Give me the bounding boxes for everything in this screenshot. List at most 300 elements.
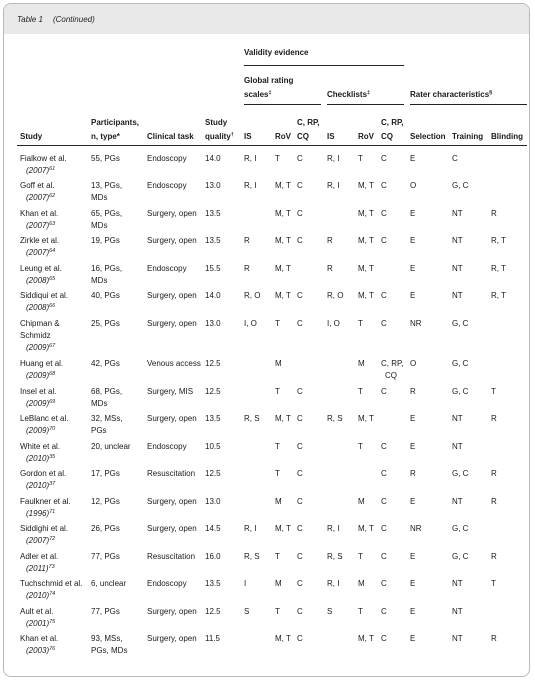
study-name — [20, 578, 82, 589]
clinical-task-cell: Endoscopy — [147, 579, 187, 588]
caption-continued: (Continued) — [52, 15, 95, 24]
global-crp-cell: C — [297, 442, 303, 451]
global-rov-cell: M, T — [275, 291, 291, 300]
clinical-task-cell: Surgery, open — [147, 209, 197, 218]
study-quality-cell: 10.5 — [205, 442, 221, 451]
reference-number: 68 — [49, 371, 56, 377]
global-crp-cell: C — [297, 497, 303, 506]
global-rov-cell: M, T — [275, 414, 291, 423]
training-cell: NT — [452, 497, 463, 506]
global-rov-cell: M, T — [275, 209, 291, 218]
reference-number: 64 — [49, 248, 56, 254]
global-rov-cell: T — [275, 552, 280, 561]
clinical-task-cell: Surgery, open — [147, 291, 197, 300]
global-crp-cell: C — [297, 607, 303, 616]
training-cell: G, C — [452, 359, 469, 368]
global-is-cell: R, I — [244, 524, 257, 533]
header-is-1: IS — [244, 132, 252, 141]
clinical-task-cell: Resuscitation — [147, 552, 196, 561]
checklist-rov-cell: M — [358, 359, 365, 368]
checklist-rov-cell: M, T — [358, 236, 374, 245]
checklist-crp-cell: C — [381, 469, 387, 478]
study-name — [20, 386, 56, 397]
study-name — [20, 523, 68, 534]
study-name — [20, 153, 67, 164]
study-quality-cell: 12.5 — [205, 607, 221, 616]
selection-cell: E — [410, 607, 416, 616]
global-rov-cell: M, T — [275, 181, 291, 190]
blinding-cell: T — [491, 387, 496, 396]
study-year — [26, 535, 55, 546]
header-rov-1: RoV — [275, 132, 291, 141]
header-validity-evidence: Validity evidence — [244, 48, 309, 57]
training-cell: NT — [452, 209, 463, 218]
training-cell: NT — [452, 291, 463, 300]
study-name-text: Schmidz — [20, 331, 51, 340]
reference-number: 74 — [49, 591, 56, 597]
checklist-rov-cell: M, T — [358, 291, 374, 300]
study-quality-cell: 13.5 — [205, 414, 221, 423]
selection-cell: E — [410, 154, 416, 163]
checklist-is-cell: I, O — [327, 319, 340, 328]
checklist-rov-cell: T — [358, 607, 363, 616]
participants-cell: 77, PGs — [91, 552, 120, 561]
study-name — [20, 413, 68, 424]
study-year-text: (2010) — [26, 454, 50, 463]
header-global-rating: Global rating — [244, 76, 294, 85]
header-study: Study — [20, 132, 43, 141]
selection-cell: E — [410, 497, 416, 506]
study-year-text: (2011) — [26, 564, 49, 573]
checklist-is-cell: R, I — [327, 524, 340, 533]
checklist-rov-cell: M, T — [358, 524, 374, 533]
checklist-crp-cell: C — [381, 579, 387, 588]
reference-number: 67 — [49, 343, 56, 349]
header-scales: scales‡ — [244, 90, 272, 99]
study-year — [26, 425, 55, 436]
participants-cell: MDs — [91, 193, 108, 202]
header-crp-1-l1: C, RP, — [297, 118, 320, 127]
participants-cell: 12, PGs — [91, 497, 120, 506]
checklist-rov-cell: M, T — [358, 209, 374, 218]
study-name-text: Khan et al. — [20, 209, 59, 218]
clinical-task-cell: Endoscopy — [147, 264, 187, 273]
clinical-task-cell: Venous access — [147, 359, 201, 368]
blinding-cell: R, T — [491, 264, 506, 273]
global-is-cell: R, S — [244, 414, 260, 423]
global-rov-cell: M — [275, 497, 282, 506]
selection-cell: O — [410, 181, 417, 190]
participants-cell: 55, PGs — [91, 154, 120, 163]
training-cell: G, C — [452, 552, 469, 561]
reference-number: 75 — [49, 619, 56, 625]
checklist-is-cell: R, S — [327, 414, 343, 423]
global-is-cell: I, O — [244, 319, 257, 328]
checklist-is-cell: R — [327, 236, 333, 245]
participants-cell: MDs — [91, 399, 108, 408]
checklist-crp-cell: C — [381, 607, 387, 616]
blinding-cell: R, T — [491, 291, 506, 300]
study-name — [20, 318, 60, 329]
study-quality-cell: 13.5 — [205, 579, 221, 588]
global-rov-cell: T — [275, 154, 280, 163]
global-is-cell: S — [244, 607, 250, 616]
study-quality-cell: 16.0 — [205, 552, 221, 561]
study-name-text: Huang et al. — [20, 359, 64, 368]
global-crp-cell: C — [297, 209, 303, 218]
checklist-is-cell: S — [327, 607, 333, 616]
training-cell: NT — [452, 607, 463, 616]
study-year — [26, 192, 55, 203]
checklist-crp-cell: C — [381, 181, 387, 190]
training-cell: NT — [452, 634, 463, 643]
study-name-text: Goff et al. — [20, 181, 55, 190]
training-cell: G, C — [452, 524, 469, 533]
study-name — [20, 358, 63, 369]
study-year-text: (2007) — [26, 166, 50, 175]
checklist-crp-cell: C — [381, 497, 387, 506]
participants-cell: PGs — [91, 426, 107, 435]
global-crp-cell: C — [297, 319, 303, 328]
study-quality-cell: 13.5 — [205, 209, 221, 218]
header-clinical-task: Clinical task — [147, 132, 194, 141]
study-year — [26, 480, 55, 491]
checklist-rov-cell: M — [358, 497, 365, 506]
training-cell: NT — [452, 414, 463, 423]
training-cell: NT — [452, 264, 463, 273]
study-quality-cell: 14.0 — [205, 291, 221, 300]
participants-cell: 25, PGs — [91, 319, 120, 328]
global-rov-cell: T — [275, 442, 280, 451]
study-year — [26, 247, 55, 258]
training-cell: G, C — [452, 319, 469, 328]
participants-cell: MDs — [91, 276, 108, 285]
rule-validity — [244, 65, 404, 66]
blinding-cell: R — [491, 209, 497, 218]
study-name-text: Ault et al. — [20, 607, 54, 616]
participants-cell: 20, unclear — [91, 442, 131, 451]
selection-cell: E — [410, 414, 416, 423]
participants-cell: 40, PGs — [91, 291, 120, 300]
study-year-text: (2009) — [26, 371, 50, 380]
study-name — [20, 180, 55, 191]
participants-cell: 32, MSs, — [91, 414, 123, 423]
study-quality-cell: 12.5 — [205, 469, 221, 478]
global-is-cell: R, S — [244, 552, 260, 561]
global-is-cell: R, I — [244, 154, 257, 163]
global-rov-cell: M — [275, 359, 282, 368]
participants-cell: 16, PGs, — [91, 264, 123, 273]
reference-number: 62 — [49, 193, 56, 199]
clinical-task-cell: Endoscopy — [147, 154, 187, 163]
study-year-text: (1996) — [26, 509, 50, 518]
rule-rater — [410, 104, 527, 105]
reference-number: 35 — [49, 454, 56, 460]
checklist-crp-cell: C — [381, 442, 387, 451]
study-year — [26, 165, 55, 176]
study-year-text: (2007) — [26, 193, 50, 202]
participants-cell: 6, unclear — [91, 579, 127, 588]
selection-cell: NR — [410, 319, 422, 328]
checklist-rov-cell: T — [358, 442, 363, 451]
checklist-crp-cell: C — [381, 291, 387, 300]
training-cell: G, C — [452, 469, 469, 478]
rule-global — [244, 104, 321, 105]
study-name-text: Fialkow et al. — [20, 154, 67, 163]
study-quality-cell: 14.0 — [205, 154, 221, 163]
training-cell: NT — [452, 236, 463, 245]
global-crp-cell: C — [297, 387, 303, 396]
study-quality-cell: 13.5 — [205, 236, 221, 245]
study-year-text: (2009) — [26, 426, 50, 435]
study-name — [20, 496, 71, 507]
reference-number: 76 — [49, 646, 56, 652]
selection-cell: E — [410, 264, 416, 273]
clinical-task-cell: Resuscitation — [147, 469, 196, 478]
study-name-text: Khan et al. — [20, 634, 59, 643]
study-year-text: (2010) — [26, 481, 50, 490]
participants-cell: 17, PGs — [91, 469, 120, 478]
header-participants-l2: n, type* — [91, 132, 120, 141]
training-cell: NT — [452, 442, 463, 451]
global-is-cell: R — [244, 264, 250, 273]
checklist-crp-cell: CQ — [385, 371, 397, 380]
checklist-is-cell: R, I — [327, 154, 340, 163]
global-rov-cell: M, T — [275, 264, 291, 273]
clinical-task-cell: Surgery, open — [147, 634, 197, 643]
blinding-cell: R — [491, 497, 497, 506]
global-is-cell: R — [244, 236, 250, 245]
header-rov-2: RoV — [358, 132, 374, 141]
study-year — [26, 618, 55, 629]
study-year-text: (2008) — [26, 303, 50, 312]
clinical-task-cell: Surgery, open — [147, 524, 197, 533]
study-name — [20, 551, 58, 562]
global-crp-cell: C — [297, 154, 303, 163]
global-is-cell: R, I — [244, 181, 257, 190]
study-quality-cell: 12.5 — [205, 359, 221, 368]
checklist-rov-cell: M, T — [358, 414, 374, 423]
selection-cell: E — [410, 209, 416, 218]
checklist-is-cell: R, I — [327, 181, 340, 190]
selection-cell: E — [410, 236, 416, 245]
reference-number: 71 — [49, 509, 56, 515]
study-name-text: Siddighi et al. — [20, 524, 69, 533]
global-rov-cell: T — [275, 607, 280, 616]
study-year — [26, 508, 55, 519]
selection-cell: E — [410, 442, 416, 451]
study-year — [26, 590, 55, 601]
header-is-2: IS — [327, 132, 335, 141]
global-rov-cell: M, T — [275, 236, 291, 245]
checklist-rov-cell: T — [358, 319, 363, 328]
clinical-task-cell: Surgery, open — [147, 497, 197, 506]
study-name-text: Faulkner et al. — [20, 497, 71, 506]
selection-cell: E — [410, 634, 416, 643]
global-crp-cell: C — [297, 291, 303, 300]
checklist-rov-cell: M — [358, 579, 365, 588]
clinical-task-cell: Surgery, open — [147, 236, 197, 245]
global-crp-cell: C — [297, 181, 303, 190]
rule-header-bottom — [17, 145, 527, 146]
participants-cell: 42, PGs — [91, 359, 120, 368]
study-year — [26, 370, 55, 381]
training-cell: C — [452, 154, 458, 163]
study-year — [26, 302, 55, 313]
reference-number: 69 — [49, 399, 56, 405]
checklist-rov-cell: M, T — [358, 181, 374, 190]
selection-cell: NR — [410, 524, 422, 533]
participants-cell: 26, PGs — [91, 524, 120, 533]
study-year — [26, 342, 55, 353]
blinding-cell: R — [491, 552, 497, 561]
participants-cell: PGs, MDs — [91, 646, 128, 655]
participants-cell: 68, PGs, — [91, 387, 123, 396]
participants-cell: MDs — [91, 221, 108, 230]
study-year — [26, 453, 55, 464]
global-rov-cell: T — [275, 469, 280, 478]
blinding-cell: R, T — [491, 236, 506, 245]
study-year-text: (2010) — [26, 591, 50, 600]
header-blinding: Blinding — [491, 132, 523, 141]
study-year — [26, 563, 55, 574]
reference-number: 37 — [49, 481, 56, 487]
blinding-cell: R — [491, 414, 497, 423]
study-name — [20, 208, 58, 219]
participants-cell: 93, MSs, — [91, 634, 123, 643]
header-crp-2-l2: CQ — [381, 132, 393, 141]
selection-cell: E — [410, 579, 416, 588]
checklist-rov-cell: T — [358, 552, 363, 561]
reference-number: 63 — [49, 221, 56, 227]
global-rov-cell: M, T — [275, 524, 291, 533]
reference-number: 61 — [49, 166, 56, 172]
reference-number: 70 — [49, 426, 56, 432]
study-name — [20, 468, 66, 479]
study-year — [26, 645, 55, 656]
study-year — [26, 398, 55, 409]
global-crp-cell: C — [297, 579, 303, 588]
global-rov-cell: M — [275, 579, 282, 588]
header-rater-characteristics: Rater characteristics§ — [410, 90, 493, 99]
study-name — [20, 263, 62, 274]
training-cell: G, C — [452, 181, 469, 190]
header-crp-2-l1: C, RP, — [381, 118, 404, 127]
global-rov-cell: T — [275, 387, 280, 396]
header-crp-1-l2: CQ — [297, 132, 309, 141]
participants-cell: 19, PGs — [91, 236, 120, 245]
clinical-task-cell: Surgery, open — [147, 319, 197, 328]
checklist-is-cell: R, O — [327, 291, 344, 300]
header-participants-l1: Participants, — [91, 118, 140, 127]
selection-cell: R — [410, 469, 416, 478]
study-year-text: (2003) — [26, 646, 50, 655]
global-is-cell: I — [244, 579, 247, 588]
selection-cell: E — [410, 291, 416, 300]
study-name-text: Siddiqui et al. — [20, 291, 69, 300]
study-year-text: (2007) — [26, 248, 50, 257]
blinding-cell: R — [491, 634, 497, 643]
reference-number: 72 — [49, 536, 56, 542]
checklist-rov-cell: T — [358, 154, 363, 163]
participants-cell: 65, PGs, — [91, 209, 123, 218]
checklist-crp-cell: C — [381, 387, 387, 396]
checklist-crp-cell: C, RP, — [381, 359, 404, 368]
study-quality-cell: 13.0 — [205, 181, 221, 190]
global-crp-cell: C — [297, 634, 303, 643]
study-year-text: (2007) — [26, 221, 50, 230]
study-year-text: (2009) — [26, 343, 50, 352]
study-year-text: (2001) — [26, 619, 50, 628]
checklist-rov-cell: M, T — [358, 264, 374, 273]
checklist-rov-cell: T — [358, 387, 363, 396]
clinical-task-cell: Surgery, open — [147, 607, 197, 616]
table-caption — [17, 15, 95, 24]
global-rov-cell: M, T — [275, 634, 291, 643]
checklist-is-cell: R, S — [327, 552, 343, 561]
global-rov-cell: T — [275, 319, 280, 328]
global-is-cell: R, O — [244, 291, 261, 300]
study-year — [26, 275, 55, 286]
checklist-crp-cell: C — [381, 634, 387, 643]
training-cell: G, C — [452, 387, 469, 396]
reference-number: 73 — [48, 564, 55, 570]
checklist-crp-cell: C — [381, 319, 387, 328]
training-cell: NT — [452, 579, 463, 588]
study-name — [20, 330, 51, 341]
header-checklists: Checklists‡ — [327, 90, 371, 99]
selection-cell: O — [410, 359, 417, 368]
checklist-is-cell: R, I — [327, 579, 340, 588]
reference-number: 66 — [49, 303, 56, 309]
study-quality-cell: 11.5 — [205, 634, 220, 643]
study-name-text: Zirkle et al. — [20, 236, 60, 245]
blinding-cell: T — [491, 579, 496, 588]
study-name-text: Adler et al. — [20, 552, 59, 561]
study-name-text: LeBlanc et al. — [20, 414, 69, 423]
global-crp-cell: C — [297, 469, 303, 478]
clinical-task-cell: Endoscopy — [147, 181, 187, 190]
caption-label: Table 1 — [17, 15, 43, 24]
participants-cell: 13, PGs, — [91, 181, 123, 190]
study-name — [20, 235, 59, 246]
header-training: Training — [452, 132, 484, 141]
global-crp-cell: C — [297, 414, 303, 423]
study-name-text: Insel et al. — [20, 387, 57, 396]
study-quality-cell: 14.5 — [205, 524, 221, 533]
study-name-text: Chipman & — [20, 319, 60, 328]
rule-checklists — [327, 104, 404, 105]
participants-cell: 77, PGs — [91, 607, 120, 616]
study-year — [26, 220, 55, 231]
checklist-rov-cell: M, T — [358, 634, 374, 643]
study-name — [20, 441, 60, 452]
blinding-cell: R — [491, 469, 497, 478]
checklist-crp-cell: C — [381, 552, 387, 561]
selection-cell: E — [410, 552, 416, 561]
reference-number: 65 — [49, 276, 56, 282]
study-name-text: White et al. — [20, 442, 61, 451]
global-crp-cell: C — [297, 236, 303, 245]
study-year-text: (2009) — [26, 399, 50, 408]
checklist-is-cell: R — [327, 264, 333, 273]
clinical-task-cell: Surgery, MIS — [147, 387, 194, 396]
study-quality-cell: 12.5 — [205, 387, 221, 396]
study-year-text: (2008) — [26, 276, 50, 285]
study-name-text: Leung et al. — [20, 264, 62, 273]
global-crp-cell: C — [297, 524, 303, 533]
study-name — [20, 606, 53, 617]
